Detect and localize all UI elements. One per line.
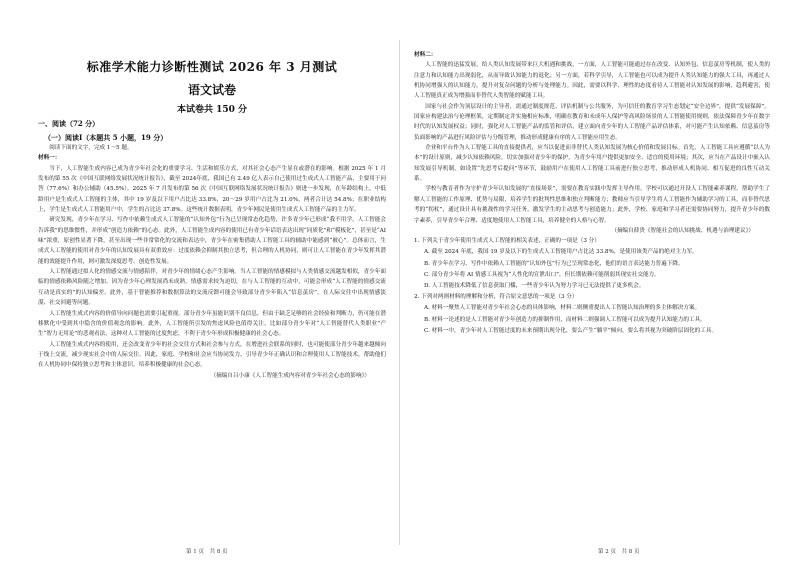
question-1-option-b: B. 青少年在学习、写作中依赖人工智能的“认知外包”行为已呈现常态化，他们的语言表达能力普遍下降。 (424, 260, 684, 267)
material-two-paragraph: 国家与社会作为顶层设计的主导者，需通过制度规范、评估机制与公共服务，为可信任的教育学习生态划定“安全边界”，提供“发展保障”。国家应构建法治与伦理框架，定期制定并实施相应标准，明确在教育和未成年人保护等高风险场景的人工智能使用规则，依法保障青少年在数字时代的认知发展权益；同时，强化对人工智能产品的监管和评估，建立面向青少年的人工智能产品评估体系，对可能产生认知依赖、信息茧房等负面影响的产品进行风险评估与分级管理，推动形成健康有序的人工智能应用生态。 (414, 103, 770, 141)
question-1-option-a: A. 截至 2024 年底，我国 19 岁及以下的生成式人工智能用户占比达 33.8%，是使用该类产品的绝对主力军。 (424, 249, 698, 256)
exam-title: 标准学术能力诊断性测试 2026 年 3 月测试 (86, 60, 338, 74)
material-one-paragraph: 研究发现，青少年在学习、写作中依赖生成式人工智能的“认知外包”行为已呈现常态化趋势，许多青少年已形成“我不用学，人工智能会告诉我”的思维惯性，并形成“创造力依赖”的心态。此外，人工智能生成内容的使用已有青少年话语表达出现“同质化”和“模板化”，甚至是“AI 味”浓重，原创性显著下降，甚至出现一些非常常化的交流和表达中，青少年在密集借助人工智能工具的辅助中能感到“被心”。总体而言，生成式人工智能的使用对青少年的认知发展具有双重效应：过度依赖会抑制其独立思考，但合理的人机协同，则可让人工智能在青少年发挥其潜能的效能提升作用，则可激发深度思考、创造性发展。 (38, 217, 386, 265)
material-one-paragraph: 人工智能生成式内容的价值导向问题也需要引起重视。部分青少年虽能识别不良信息，但由于缺乏足够的社会经验和判断力，仍可能在潜移默化中受到其中隐含的价值观念的影响。此外，人工智能所引发的焦虑风险也值得关注，比如部分青少年对“人工智能替代人类职业”产生“智力无用论”的悲观看法，这种对人工智能的过度焦虑，不利于青少年形成积极健康的社会心态。 (38, 310, 386, 338)
material-one-paragraph: 人工智能生成式内容的使用，还会改变青少年的社会交往方式和社会参与方式，在增进社会联系的同时，也可能使部分青少年越来越倾向于线上交流，减少现实社会中的人际交往。因此，家庭、学校和社会应当协同发力，引导青少年正确认识和合理使用人工智能技术，帮助他们在人机协同中保持独立思考和主体意识，培养积极健康的社会心态。 (38, 341, 386, 369)
page-right (400, 0, 800, 562)
question-2-stem: 2. 下列对两则材料的理解和分析，符合原文意思的一项是（3 分） (414, 294, 578, 301)
material-one-label: 材料一： (38, 155, 61, 162)
page-number-right: 第 2 页 共 8 页 (598, 549, 640, 555)
reading-instruction: 阅读下面的文字，完成 1～5 题。 (49, 145, 133, 151)
material-two-paragraph: 学校与教育者作为守护青少年认知发展的“直接场景”，需要在教育实践中发挥主导作用。学校可以通过开设人工智能素养课程，帮助学生了解人工智能的工作原理、优势与局限，培养学生的批判性思维和独立判断能力；教师应当引导学生将人工智能作为辅助学习的工具，而非替代思考的“拐杖”，通过设计具有挑战性的学习任务，激发学生的主动思考与创造能力；此外，学校、家庭和学习者还需要协同努力，提升青少年的数字素养，引导青少年合理、适度地使用人工智能工具，培养健全的人格与心智。 (414, 186, 770, 224)
part-heading: （一）阅读Ⅰ（本题共 5 小题，19 分） (44, 133, 168, 142)
question-1-option-c: C. 部分青少年将 AI 情感工具视为“人性化的宣泄出口”，但长期依赖可能削弱其现实社交能力。 (424, 271, 660, 278)
total-score: 本试卷共 150 分 (176, 105, 248, 115)
material-one-paragraph: 当下，人工智能生成内容已成为青少年社会化的重要学习、生活和娱乐方式，对其社会心态产生显在或潜在的影响。根据 2025 年 1 月发布的第 55 次《中国互联网络发展状况统计报告》，截至 2024年底，我国已有 2.49 亿人表示自己使用过生成式人工智能产品，主要用于问答（77.6%）和办公辅助（45.5%）。2025 年 7 月发布的第 56 次《中国互联网络发展状况统计报告》则进一步发现，在年龄结构上，中低龄用户是生成式人工智能的主体，其中 19 岁及以下用户占比达 33.8%，20～29 岁用户占比为 21.0%，两者合计达 54.8%；在职业结构上，学生是生成式人工智能用户中，学生的占比达 37.8%。这些统计数据表明，青少年网民是使用生成式人工智能产品的主力军。 (38, 165, 386, 214)
material-one-paragraph: 人工智能通过拟人化的情感交流与情感陪伴，对青少年的情绪心态产生影响。当人工智能的情感模拟与人类情感交流越发相似，青少年面临的情感依赖风险随之增加。因为青少年心理发展尚未成熟，情感需求较为迫切，在与人工智能的互动中，可能会形成“人工智能的情感交流互动是真实的”的认知偏差。此外，基于智能推荐和数据算法的交流反馈可能会导致部分青少年陷入“信息茧房”，在人际交往中出现情感淡漠、社交回避等问题。 (38, 269, 386, 307)
question-2-option-a: A. 材料一聚焦人工智能对青少年社会心态的具体影响，材料二则侧重提出人工智能认知治理的多主体解决方案。 (424, 305, 701, 312)
section-heading: 一、阅读（72 分） (38, 119, 100, 128)
question-2-option-b: B. 材料一论述的是人工智能对青少年创造力的抑制作用，而材料二则强调人工智能可以成为提升认知能力的工具。 (424, 316, 706, 323)
material-two-paragraph: 人工智能的迅猛发展，给人类认知发展带来巨大机遇和挑战。一方面，人工智能可能通过存在改变、认知外包、信息茧房等机制，使人类的注意力和认知能力出现弱化，从而导致认知能力的退化；另一方面，若科学引导，人工智能也可以成为提升人类认知能力的强大工具，再通过人机协同增强人的认知能力，提升对复杂问题的分析与处理能力。因此，需要以科学、理性的态度看待人工智能对认知发展的影响，趋利避害，使人工智能真正成为增强而非替代人类智能的赋能工具。 (414, 62, 770, 100)
question-1-stem: 1. 下列关于青少年使用生成式人工智能的相关表述，正确的一项是（3 分） (414, 238, 600, 245)
question-1-option-d: D. 人工智能技术降低了信息获取门槛，一些青少年认为努力学习已无法提供了更多机会。 (424, 283, 645, 289)
question-2-option-c: C. 材料一中，青少年对人工智能过度的未来预期出现分化，要么产生“躺平”倾向，要么将其视为突破阶层固化的工具。 (424, 327, 718, 334)
material-one-source: （摘编自吕小康《人工智能生成内容对青少年社会心态的影响》） (210, 372, 370, 379)
page-number-left: 第 1 页 共 8 页 (186, 549, 228, 555)
material-two-label: 材料二： (414, 52, 437, 58)
subject-title: 语文试卷 (187, 83, 236, 97)
material-two-paragraph: 企业和平台作为人工智能工具的直接提供者，应当以促进而非替代人类认知发展为核心价值和发展目标。首先，人工智能工具应遵循“以人为本”的设计原则，减少认知依赖风险，切实加强对青少年的保护，为青少年用户提供更加安全、适宜的使用环境；其次，应当在产品设计中嵌入认知发展引导机制，如设置“先思考后提问”等环节，鼓励用户在使用人工智能工具前进行独立思考，推动形成人机协同、相互促进的良性互动关系。 (414, 145, 770, 183)
material-two-source: （摘编自薛贵《智能社会的认知挑战、机遇与治理建议》） (611, 227, 754, 234)
